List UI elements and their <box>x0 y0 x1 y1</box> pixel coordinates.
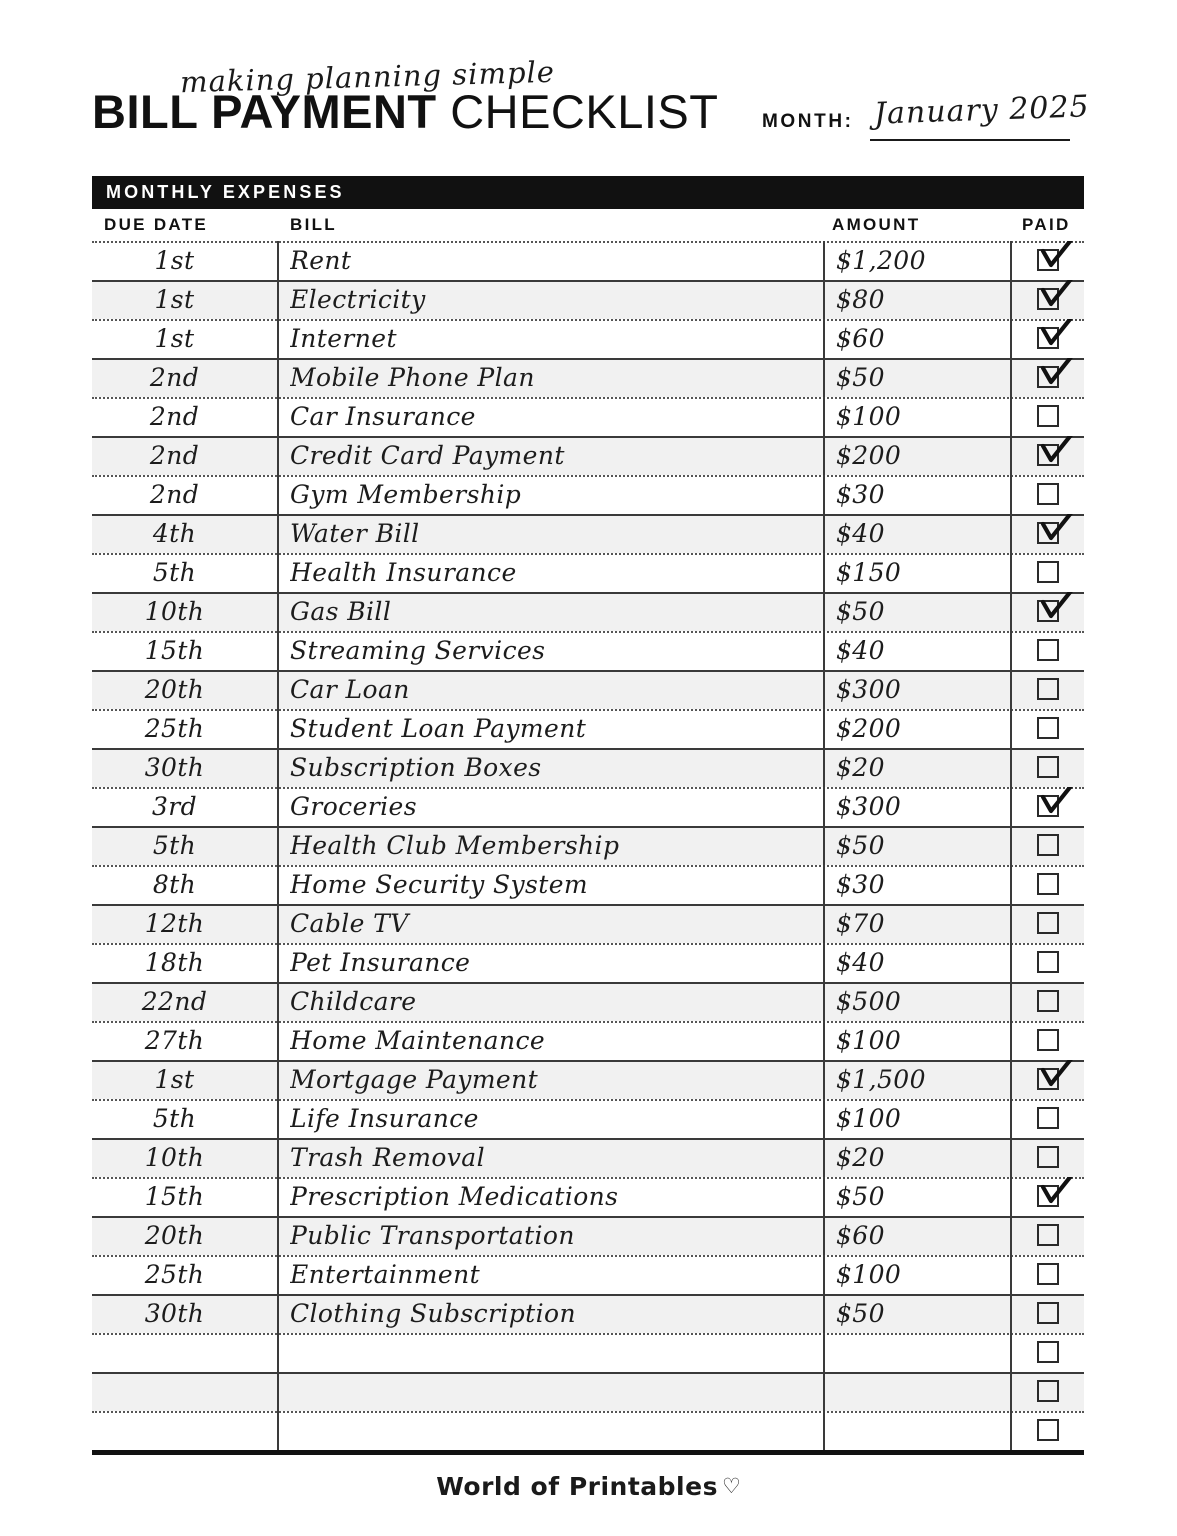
table-row <box>92 514 1084 553</box>
cell-bill-name[interactable]: Prescription Medications <box>290 1182 619 1211</box>
table-row <box>92 631 1084 670</box>
column-divider-due-bill <box>277 241 279 1450</box>
checkbox-unchecked[interactable] <box>1037 990 1059 1012</box>
cell-amount[interactable]: $70 <box>836 909 885 938</box>
checkbox-unchecked[interactable] <box>1037 1107 1059 1129</box>
cell-bill-name[interactable]: Mortgage Payment <box>290 1065 539 1094</box>
cell-paid <box>1012 436 1084 475</box>
table-row <box>92 553 1084 592</box>
cell-amount[interactable]: $500 <box>836 987 902 1016</box>
checkbox-unchecked[interactable] <box>1037 405 1059 427</box>
checkbox-checked[interactable] <box>1037 600 1059 622</box>
cell-due-date[interactable]: 2nd <box>149 441 200 470</box>
cell-due-date[interactable]: 15th <box>144 1182 205 1211</box>
column-header-bill: BILL <box>290 215 337 234</box>
cell-due-date[interactable]: 5th <box>152 831 197 860</box>
section-title: MONTHLY EXPENSES <box>106 182 345 202</box>
cell-paid <box>1012 1021 1084 1060</box>
column-divider-bill-amount <box>823 241 825 1450</box>
month-input[interactable] <box>870 89 1091 141</box>
cell-bill-name[interactable]: Childcare <box>290 987 417 1016</box>
cell-bill-name[interactable]: Pet Insurance <box>290 948 471 977</box>
column-header-paid: PAID <box>1022 215 1071 234</box>
table-row <box>92 475 1084 514</box>
cell-due-date[interactable]: 3rd <box>151 792 198 821</box>
page-header <box>0 0 1177 165</box>
cell-due-date[interactable]: 12th <box>144 909 205 938</box>
cell-amount[interactable] <box>836 1411 1006 1450</box>
cell-due-date[interactable]: 27th <box>144 1026 205 1055</box>
checkbox-checked[interactable] <box>1037 444 1059 466</box>
cell-bill-name[interactable]: Gym Membership <box>290 480 522 509</box>
table-row <box>92 1333 1084 1372</box>
cell-amount[interactable]: $300 <box>836 792 902 821</box>
table-row <box>92 904 1084 943</box>
cell-amount[interactable]: $1,200 <box>836 246 926 275</box>
cell-amount[interactable]: $50 <box>836 597 885 626</box>
cell-bill-name[interactable]: Home Security System <box>290 870 589 899</box>
cell-bill-name[interactable]: Electricity <box>290 285 426 314</box>
expenses-table <box>92 176 1084 1455</box>
checkbox-unchecked[interactable] <box>1037 483 1059 505</box>
month-field <box>762 89 1092 150</box>
table-row <box>92 592 1084 631</box>
cell-bill-name[interactable] <box>290 1372 815 1411</box>
cell-paid <box>1012 1177 1084 1216</box>
checkbox-unchecked[interactable] <box>1037 1029 1059 1051</box>
cell-paid <box>1012 358 1084 397</box>
cell-bill-name[interactable]: Student Loan Payment <box>290 714 587 743</box>
cell-due-date[interactable]: 18th <box>144 948 205 977</box>
cell-due-date[interactable]: 5th <box>152 1104 197 1133</box>
table-row <box>92 280 1084 319</box>
cell-amount[interactable]: $50 <box>836 1299 885 1328</box>
checkbox-unchecked[interactable] <box>1037 1146 1059 1168</box>
table-row <box>92 397 1084 436</box>
cell-due-date[interactable]: 10th <box>144 1143 205 1172</box>
checkbox-checked[interactable] <box>1037 327 1059 349</box>
cell-amount[interactable]: $100 <box>836 1260 902 1289</box>
column-header-row <box>92 209 1084 241</box>
cell-paid <box>1012 982 1084 1021</box>
cell-due-date[interactable]: 1st <box>154 1065 195 1094</box>
cell-bill-name[interactable]: Groceries <box>290 792 417 821</box>
cell-due-date[interactable]: 4th <box>152 519 197 548</box>
cell-due-date[interactable]: 20th <box>144 675 205 704</box>
month-label: MONTH: <box>762 111 854 132</box>
month-value: January 2025 <box>873 89 1091 132</box>
cell-amount[interactable]: $200 <box>836 714 902 743</box>
cell-bill-name[interactable]: Cable TV <box>290 909 409 938</box>
table-row <box>92 436 1084 475</box>
cell-paid <box>1012 553 1084 592</box>
cell-due-date[interactable]: 8th <box>152 870 197 899</box>
checkbox-unchecked[interactable] <box>1037 1302 1059 1324</box>
cell-amount[interactable]: $40 <box>836 636 885 665</box>
table-bottom-border <box>92 1450 1084 1455</box>
cell-paid <box>1012 943 1084 982</box>
checkbox-unchecked[interactable] <box>1037 678 1059 700</box>
cell-amount[interactable]: $20 <box>836 753 885 782</box>
checkbox-checked[interactable] <box>1037 1185 1059 1207</box>
cell-amount[interactable]: $40 <box>836 519 885 548</box>
cell-paid <box>1012 631 1084 670</box>
cell-paid <box>1012 1411 1084 1450</box>
cell-bill-name[interactable]: Entertainment <box>290 1260 481 1289</box>
cell-amount[interactable]: $1,500 <box>836 1065 926 1094</box>
cell-paid <box>1012 241 1084 280</box>
checkbox-unchecked[interactable] <box>1037 1419 1059 1441</box>
cell-amount[interactable]: $100 <box>836 1104 902 1133</box>
cell-amount[interactable]: $200 <box>836 441 902 470</box>
table-row <box>92 1099 1084 1138</box>
checkbox-checked[interactable] <box>1037 366 1059 388</box>
cell-paid <box>1012 709 1084 748</box>
checkbox-unchecked[interactable] <box>1037 717 1059 739</box>
cell-bill-name[interactable]: Clothing Subscription <box>290 1299 576 1328</box>
cell-bill-name[interactable]: Water Bill <box>290 519 420 548</box>
cell-due-date[interactable]: 1st <box>154 324 195 353</box>
cell-paid <box>1012 592 1084 631</box>
cell-paid <box>1012 1333 1084 1372</box>
cell-amount[interactable]: $30 <box>836 480 885 509</box>
cell-amount[interactable]: $40 <box>836 948 885 977</box>
cell-paid <box>1012 1372 1084 1411</box>
table-row <box>92 1138 1084 1177</box>
cell-due-date[interactable]: 30th <box>144 753 205 782</box>
cell-due-date[interactable]: 5th <box>152 558 197 587</box>
cell-bill-name[interactable]: Life Insurance <box>290 1104 479 1133</box>
cell-paid <box>1012 1216 1084 1255</box>
cell-bill-name[interactable]: Credit Card Payment <box>290 441 565 470</box>
page-footer <box>0 1472 1177 1501</box>
cell-paid <box>1012 1060 1084 1099</box>
column-header-due-date: DUE DATE <box>104 215 209 234</box>
checkbox-checked[interactable] <box>1037 795 1059 817</box>
cell-amount[interactable]: $60 <box>836 1221 885 1250</box>
table-row <box>92 1255 1084 1294</box>
cell-amount[interactable]: $50 <box>836 363 885 392</box>
checkbox-checked[interactable] <box>1037 288 1059 310</box>
cell-due-date[interactable]: 1st <box>154 246 195 275</box>
cell-bill-name[interactable]: Trash Removal <box>290 1143 486 1172</box>
checkbox-unchecked[interactable] <box>1037 951 1059 973</box>
page-title <box>92 85 719 138</box>
checkbox-unchecked[interactable] <box>1037 1380 1059 1402</box>
cell-paid <box>1012 475 1084 514</box>
cell-due-date[interactable] <box>92 1411 275 1450</box>
checkbox-unchecked[interactable] <box>1037 561 1059 583</box>
table-row <box>92 1294 1084 1333</box>
cell-paid <box>1012 787 1084 826</box>
section-header-bar <box>92 176 1084 209</box>
checkbox-unchecked[interactable] <box>1037 1341 1059 1363</box>
cell-due-date[interactable]: 22nd <box>141 987 208 1016</box>
cell-bill-name[interactable]: Subscription Boxes <box>290 753 542 782</box>
table-row <box>92 241 1084 280</box>
checkbox-unchecked[interactable] <box>1037 1263 1059 1285</box>
cell-amount[interactable]: $60 <box>836 324 885 353</box>
cell-amount[interactable]: $50 <box>836 831 885 860</box>
cell-bill-name[interactable] <box>290 1411 815 1450</box>
cell-bill-name[interactable]: Rent <box>290 246 352 275</box>
cell-amount[interactable]: $300 <box>836 675 902 704</box>
cell-paid <box>1012 1099 1084 1138</box>
checkbox-unchecked[interactable] <box>1037 912 1059 934</box>
cell-due-date[interactable]: 25th <box>144 714 205 743</box>
table-row <box>92 1021 1084 1060</box>
cell-bill-name[interactable]: Streaming Services <box>290 636 546 665</box>
cell-amount[interactable]: $30 <box>836 870 885 899</box>
table-row <box>92 826 1084 865</box>
table-row <box>92 1372 1084 1411</box>
checkbox-unchecked[interactable] <box>1037 834 1059 856</box>
cell-amount[interactable]: $20 <box>836 1143 885 1172</box>
cell-due-date[interactable]: 25th <box>144 1260 205 1289</box>
cell-bill-name[interactable]: Car Loan <box>290 675 410 704</box>
cell-paid <box>1012 904 1084 943</box>
cell-bill-name[interactable]: Public Transportation <box>290 1221 575 1250</box>
cell-due-date[interactable]: 20th <box>144 1221 205 1250</box>
cell-paid <box>1012 1294 1084 1333</box>
cell-amount[interactable]: $100 <box>836 402 902 431</box>
cell-due-date[interactable]: 30th <box>144 1299 205 1328</box>
checkbox-checked[interactable] <box>1037 1068 1059 1090</box>
tagline: making planning simple <box>179 54 556 100</box>
cell-due-date[interactable]: 2nd <box>149 480 200 509</box>
cell-due-date[interactable]: 2nd <box>149 402 200 431</box>
cell-bill-name[interactable]: Health Insurance <box>290 558 517 587</box>
table-row <box>92 1216 1084 1255</box>
cell-due-date[interactable]: 15th <box>144 636 205 665</box>
table-row <box>92 358 1084 397</box>
cell-due-date[interactable]: 1st <box>154 285 195 314</box>
cell-paid <box>1012 748 1084 787</box>
cell-paid <box>1012 1255 1084 1294</box>
table-row <box>92 1060 1084 1099</box>
table-row <box>92 748 1084 787</box>
cell-paid <box>1012 1138 1084 1177</box>
table-row <box>92 709 1084 748</box>
table-row <box>92 319 1084 358</box>
cell-amount[interactable]: $80 <box>836 285 885 314</box>
checkbox-checked[interactable] <box>1037 522 1059 544</box>
table-row <box>92 865 1084 904</box>
title-block <box>92 54 719 150</box>
cell-paid <box>1012 280 1084 319</box>
cell-paid <box>1012 670 1084 709</box>
cell-bill-name[interactable]: Car Insurance <box>290 402 476 431</box>
cell-due-date[interactable] <box>92 1333 275 1372</box>
page-title-strong: BILL PAYMENT <box>92 85 437 138</box>
cell-bill-name[interactable]: Mobile Phone Plan <box>290 363 535 392</box>
checkbox-checked[interactable] <box>1037 249 1059 271</box>
heart-icon: ♡ <box>721 1475 741 1498</box>
cell-paid <box>1012 865 1084 904</box>
cell-paid <box>1012 514 1084 553</box>
table-row <box>92 1177 1084 1216</box>
cell-due-date[interactable] <box>92 1372 275 1411</box>
cell-bill-name[interactable]: Health Club Membership <box>290 831 620 860</box>
cell-bill-name[interactable]: Gas Bill <box>290 597 392 626</box>
cell-due-date[interactable]: 10th <box>144 597 205 626</box>
table-row <box>92 982 1084 1021</box>
checkbox-unchecked[interactable] <box>1037 1224 1059 1246</box>
brand-name: World of Printables <box>436 1472 718 1501</box>
cell-amount[interactable]: $150 <box>836 558 902 587</box>
checkbox-unchecked[interactable] <box>1037 639 1059 661</box>
table-body <box>92 241 1084 1450</box>
cell-amount[interactable] <box>836 1333 1006 1372</box>
cell-amount[interactable] <box>836 1372 1006 1411</box>
cell-paid <box>1012 319 1084 358</box>
table-row <box>92 943 1084 982</box>
cell-bill-name[interactable]: Internet <box>290 324 397 353</box>
cell-paid <box>1012 826 1084 865</box>
cell-paid <box>1012 397 1084 436</box>
cell-amount[interactable]: $100 <box>836 1026 902 1055</box>
table-row <box>92 787 1084 826</box>
cell-bill-name[interactable]: Home Maintenance <box>290 1026 546 1055</box>
table-row <box>92 670 1084 709</box>
page-title-light: CHECKLIST <box>450 85 719 138</box>
checkbox-unchecked[interactable] <box>1037 873 1059 895</box>
table-row <box>92 1411 1084 1450</box>
column-header-amount: AMOUNT <box>832 215 921 234</box>
cell-amount[interactable]: $50 <box>836 1182 885 1211</box>
cell-due-date[interactable]: 2nd <box>149 363 200 392</box>
checkbox-unchecked[interactable] <box>1037 756 1059 778</box>
cell-bill-name[interactable] <box>290 1333 815 1372</box>
